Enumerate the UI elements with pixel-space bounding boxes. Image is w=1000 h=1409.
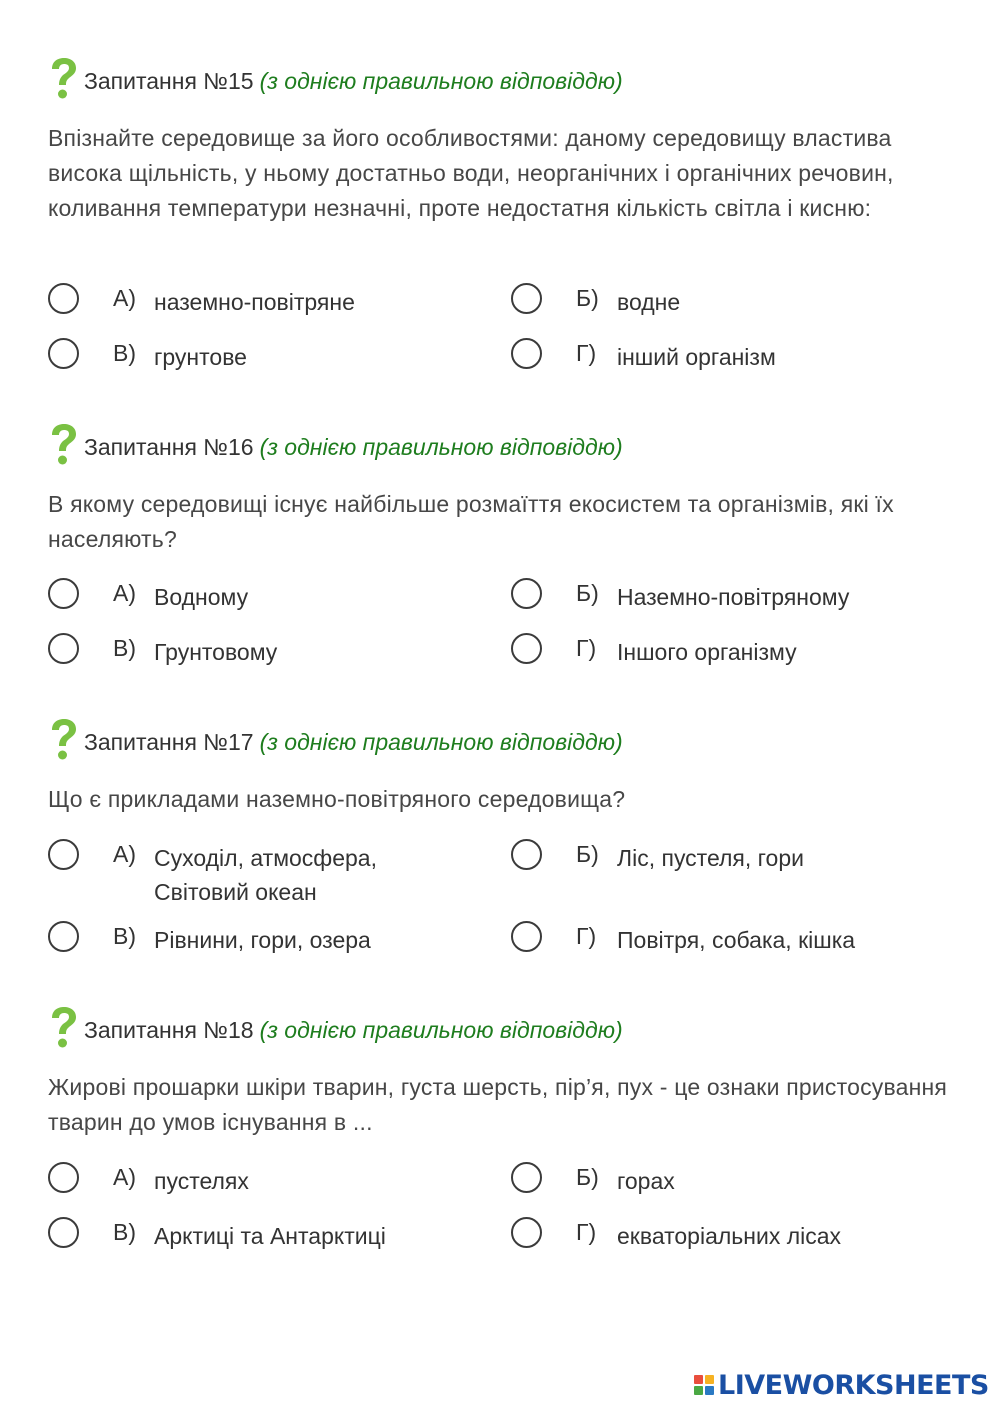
question-note: (з однією правильною відповіддю) xyxy=(259,68,623,94)
question-title: Запитання №16 xyxy=(84,434,254,460)
option-radio[interactable] xyxy=(511,578,542,609)
option-letter: Г) xyxy=(576,1219,597,1245)
question-text: В якому середовищі існує найбільше розмаїття екосистем та організмів, які їх населяють? xyxy=(48,491,894,552)
question-text: Жирові прошарки шкіри тварин, густа шерсть, пір’я, пух - це ознаки пристосування тварин до умов існування в ... xyxy=(48,1074,948,1135)
option-label: інший організм xyxy=(617,344,776,370)
option-a[interactable] xyxy=(48,1162,488,1200)
option-letter: А) xyxy=(113,1164,136,1190)
option-letter: В) xyxy=(113,635,136,661)
option-d[interactable] xyxy=(511,921,951,959)
option-radio[interactable] xyxy=(511,1162,542,1193)
option-letter: В) xyxy=(113,1219,136,1245)
question-16 xyxy=(48,429,958,557)
option-label: екваторіальних лісах xyxy=(617,1223,842,1249)
question-17 xyxy=(48,724,958,817)
option-letter: Б) xyxy=(576,285,599,311)
logo-square xyxy=(705,1375,714,1384)
option-c[interactable] xyxy=(48,338,488,376)
question-15 xyxy=(48,63,958,226)
option-label: Ліс, пустеля, гори xyxy=(617,845,804,871)
option-radio[interactable] xyxy=(511,839,542,870)
option-label: Водному xyxy=(154,584,249,610)
option-radio[interactable] xyxy=(48,338,79,369)
option-letter: А) xyxy=(113,285,136,311)
option-radio[interactable] xyxy=(48,578,79,609)
liveworksheets-logo xyxy=(694,1370,989,1400)
option-letter: Б) xyxy=(576,841,599,867)
option-radio[interactable] xyxy=(48,633,79,664)
option-d[interactable] xyxy=(511,338,951,376)
logo-square xyxy=(705,1386,714,1395)
question-text: Що є прикладами наземно-повітряного середовища? xyxy=(48,786,626,812)
option-radio[interactable] xyxy=(48,921,79,952)
question-mark-icon xyxy=(48,57,78,103)
option-b[interactable] xyxy=(511,839,951,877)
option-a[interactable] xyxy=(48,578,488,616)
option-a[interactable] xyxy=(48,839,488,913)
option-radio[interactable] xyxy=(48,1217,79,1248)
option-label: Іншого організму xyxy=(617,639,797,665)
question-mark-icon xyxy=(48,423,78,469)
option-label: горах xyxy=(617,1168,675,1194)
option-radio[interactable] xyxy=(48,839,79,870)
option-label-line2: Світовий океан xyxy=(154,879,317,905)
option-radio[interactable] xyxy=(48,1162,79,1193)
option-letter: Б) xyxy=(576,580,599,606)
option-letter: Г) xyxy=(576,340,597,366)
question-title: Запитання №18 xyxy=(84,1017,254,1043)
question-note: (з однією правильною відповіддю) xyxy=(259,729,623,755)
option-b[interactable] xyxy=(511,283,951,321)
option-c[interactable] xyxy=(48,1217,488,1255)
option-label: пустелях xyxy=(154,1168,249,1194)
question-note: (з однією правильною відповіддю) xyxy=(259,434,623,460)
option-label: водне xyxy=(617,289,681,315)
option-label: Рівнини, гори, озера xyxy=(154,927,371,953)
logo-square xyxy=(694,1386,703,1395)
logo-text: LIVEWORKSHEETS xyxy=(718,1369,989,1401)
option-letter: А) xyxy=(113,841,136,867)
question-title: Запитання №17 xyxy=(84,729,254,755)
option-b[interactable] xyxy=(511,578,951,616)
option-label: грунтове xyxy=(154,344,247,370)
option-d[interactable] xyxy=(511,1217,951,1255)
question-note: (з однією правильною відповіддю) xyxy=(259,1017,623,1043)
option-label: Наземно-повітряному xyxy=(617,584,850,610)
option-label: Повітря, собака, кішка xyxy=(617,927,856,953)
question-text: Впізнайте середовище за його особливостями: даному середовищу властива висока щільність, у ньому достатньо води, неорганічних і органічних речовин, коливання температури незначні, проте недостатня кількість світла і кисню: xyxy=(48,125,894,221)
logo-square xyxy=(694,1375,703,1384)
option-letter: Б) xyxy=(576,1164,599,1190)
question-18 xyxy=(48,1012,958,1140)
question-mark-icon xyxy=(48,1006,78,1052)
logo-mark-icon xyxy=(694,1375,714,1395)
option-radio[interactable] xyxy=(511,283,542,314)
option-letter: А) xyxy=(113,580,136,606)
option-c[interactable] xyxy=(48,921,488,959)
option-radio[interactable] xyxy=(48,283,79,314)
option-label: Суходіл, атмосфера, xyxy=(154,845,377,871)
option-radio[interactable] xyxy=(511,633,542,664)
option-radio[interactable] xyxy=(511,1217,542,1248)
question-header xyxy=(48,1012,958,1052)
option-d[interactable] xyxy=(511,633,951,671)
option-label: Грунтовому xyxy=(154,639,278,665)
option-label: наземно-повітряне xyxy=(154,289,355,315)
option-a[interactable] xyxy=(48,283,488,321)
question-header xyxy=(48,63,958,103)
option-letter: Г) xyxy=(576,635,597,661)
option-b[interactable] xyxy=(511,1162,951,1200)
option-label: Арктиці та Антарктиці xyxy=(154,1223,386,1249)
question-mark-icon xyxy=(48,718,78,764)
option-letter: В) xyxy=(113,340,136,366)
option-radio[interactable] xyxy=(511,338,542,369)
option-letter: В) xyxy=(113,923,136,949)
option-letter: Г) xyxy=(576,923,597,949)
question-title: Запитання №15 xyxy=(84,68,254,94)
option-radio[interactable] xyxy=(511,921,542,952)
question-header xyxy=(48,724,958,764)
option-c[interactable] xyxy=(48,633,488,671)
question-header xyxy=(48,429,958,469)
